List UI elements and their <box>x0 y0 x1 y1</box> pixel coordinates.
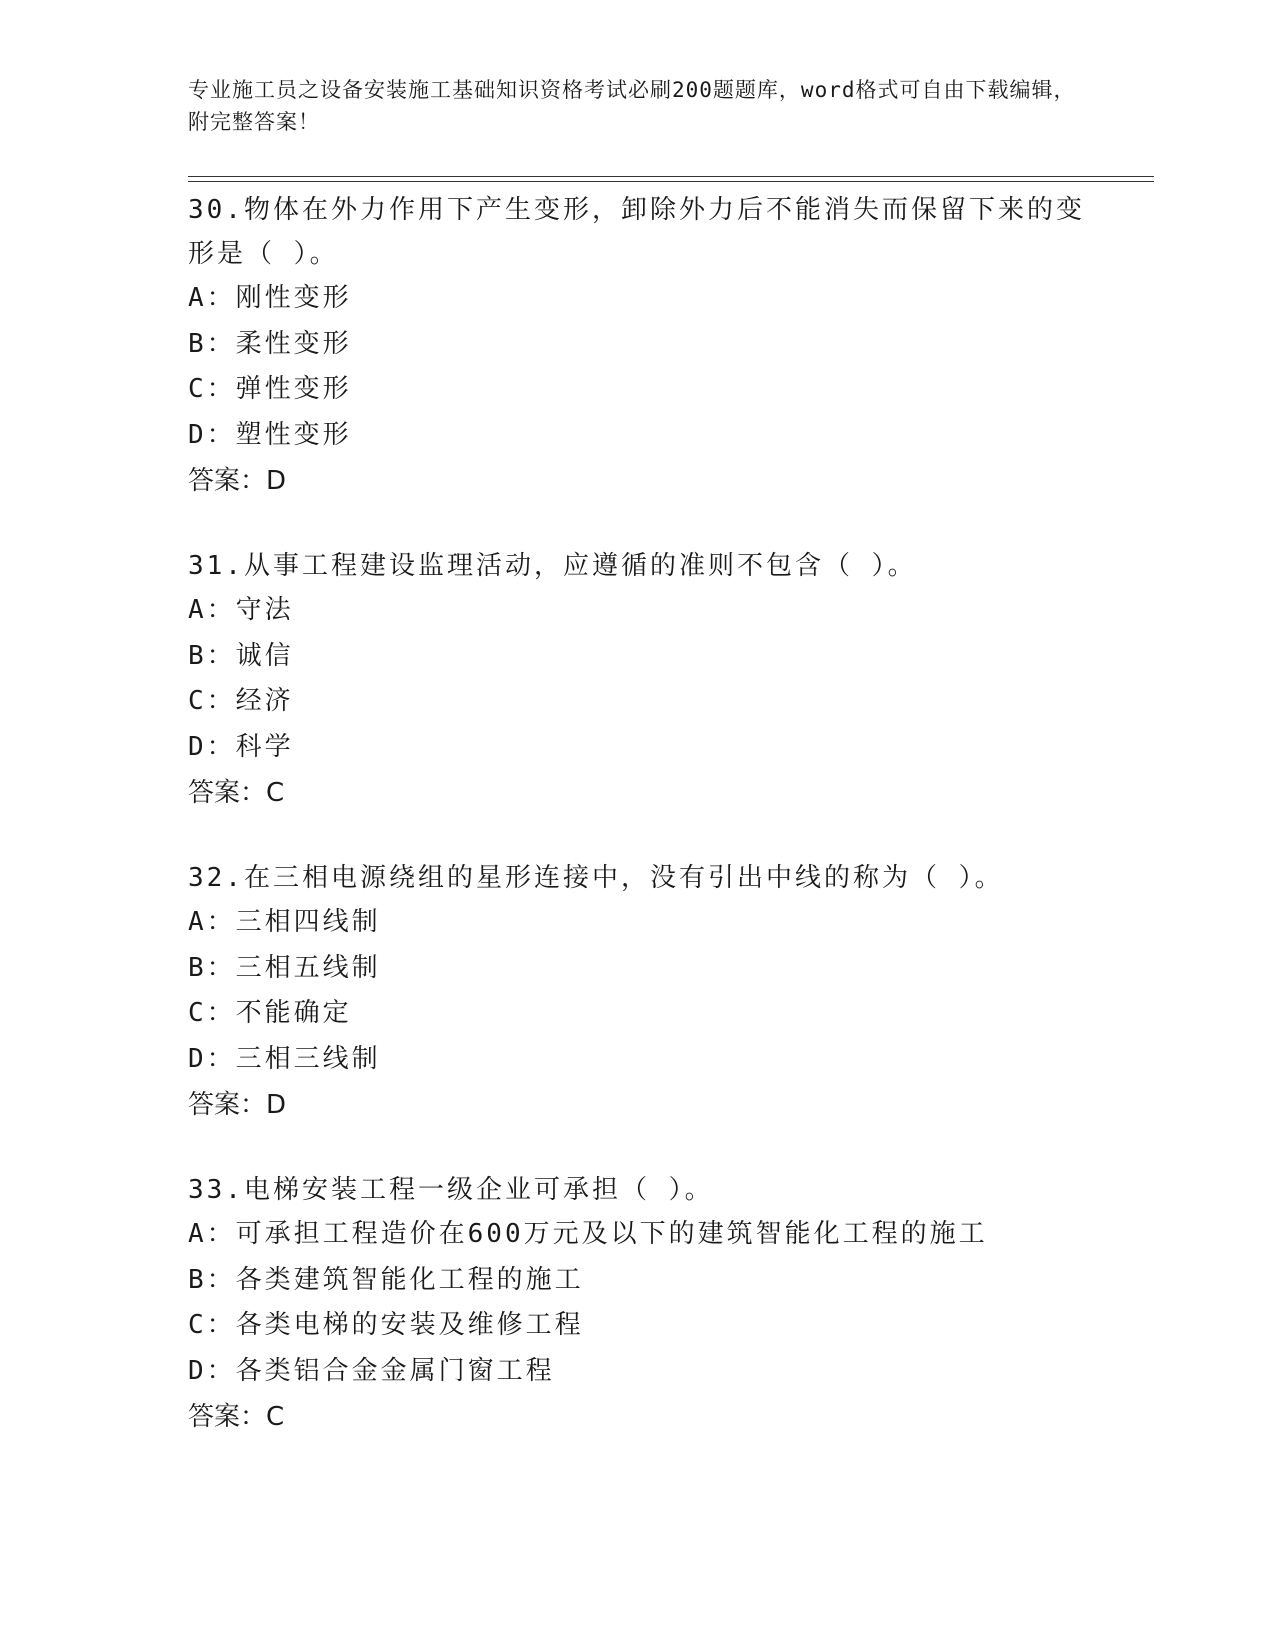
option-a: A：可承担工程造价在600万元及以下的建筑智能化工程的施工 <box>188 1219 988 1249</box>
question-30 <box>188 188 1088 504</box>
option-c: C：各类电梯的安装及维修工程 <box>188 1310 584 1340</box>
option-a: A：守法 <box>188 595 294 625</box>
option-d: D：塑性变形 <box>188 419 352 450</box>
question-stem: 31.从事工程建设监理活动，应遵循的准则不包含（ ）。 <box>188 551 917 581</box>
question-stem: 30.物体在外力作用下产生变形，卸除外力后不能消失而保留下来的变形是（ ）。 <box>188 195 1085 269</box>
question-list <box>188 188 1088 1480</box>
answer-line: 答案：C <box>188 1402 285 1432</box>
answer-line: 答案：C <box>188 778 285 808</box>
option-c: C：不能确定 <box>188 998 352 1028</box>
answer-line: 答案：D <box>188 1090 287 1120</box>
option-b: B：诚信 <box>188 640 294 671</box>
document-header: 专业施工员之设备安装施工基础知识资格考试必刷200题题库，word格式可自由下载编辑，附完整答案！ <box>188 78 1076 134</box>
answer-line: 答案：D <box>188 466 287 496</box>
option-c: C：经济 <box>188 686 294 716</box>
option-b: B：各类建筑智能化工程的施工 <box>188 1264 584 1295</box>
question-stem: 33.电梯安装工程一级企业可承担（ ）。 <box>188 1175 714 1205</box>
option-a: A：三相四线制 <box>188 907 381 937</box>
option-b: B：柔性变形 <box>188 328 352 359</box>
question-32 <box>188 856 1088 1128</box>
question-33 <box>188 1168 1088 1440</box>
option-d: D：科学 <box>188 731 294 762</box>
header-divider-top <box>188 176 1154 177</box>
question-stem: 32.在三相电源绕组的星形连接中，没有引出中线的称为（ ）。 <box>188 863 1004 893</box>
option-c: C：弹性变形 <box>188 374 352 404</box>
header-divider-bottom <box>188 181 1154 182</box>
question-31 <box>188 544 1088 816</box>
option-d: D：三相三线制 <box>188 1043 381 1074</box>
option-d: D：各类铝合金金属门窗工程 <box>188 1355 555 1386</box>
option-b: B：三相五线制 <box>188 952 381 983</box>
option-a: A：刚性变形 <box>188 283 352 313</box>
